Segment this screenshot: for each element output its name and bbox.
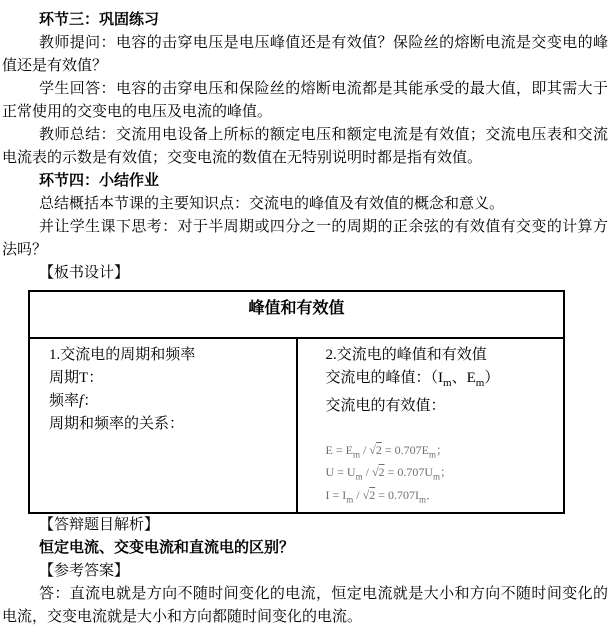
paragraph-lesson-summary: 总结概括本节课的主要知识点：交流电的峰值及有效值的概念和意义。 <box>39 196 505 212</box>
board-left-relation: 周期和频率的关系： <box>49 416 185 432</box>
board-left-frequency: 频率f： <box>49 393 99 409</box>
board-left-item1: 1.交流电的周期和频率 <box>49 347 196 363</box>
section-heading-part4: 环节四：小结作业 <box>39 173 160 189</box>
board-right-peak: 交流电的峰值：（$I_m$、$E_m$） <box>325 370 500 389</box>
table-content-row <box>29 338 564 513</box>
paragraph-teacher-question: 教师提问：电容的击穿电压是电压峰值还是有效值？保险丝的熔断电流是交变电的峰值还是有效值？ <box>2 35 608 74</box>
board-title-cell: 峰值和有效值 <box>29 291 564 338</box>
paragraph-reference-answer: 答：直流电就是方向不随时间变化的电流，恒定电流就是大小和方向不随时间变化的电流，交变电流就是大小和方向都随时间变化的电流。 <box>2 586 608 626</box>
board-left-period: 周期T： <box>49 370 104 386</box>
board-right-cell <box>297 338 565 513</box>
blackboard-design-table <box>28 290 565 514</box>
rms-formula-block <box>326 441 560 508</box>
board-right-rms-label: 交流电的有效值： <box>325 398 446 414</box>
board-left-cell <box>29 338 297 513</box>
table-header-row <box>29 291 564 338</box>
formula-emf: $E = E_m / √2 = 0.707E_m$； <box>325 443 449 460</box>
formula-voltage: $U = U_m / √2 = 0.707U_m$； <box>325 465 453 482</box>
label-reference-answer: 【参考答案】 <box>39 563 130 580</box>
paragraph-homework: 并让学生课下思考：对于半周期或四分之一的周期的正余弦的有效值有交变的计算方法吗？ <box>2 219 608 258</box>
formula-current: $I = I_m / √2 = 0.707I_m$． <box>325 487 438 505</box>
section-heading-part3: 环节三：巩固练习 <box>39 12 160 28</box>
label-board-design: 【板书设计】 <box>39 265 130 281</box>
board-right-item2: 2.交流电的峰值和有效值 <box>325 347 487 363</box>
paragraph-teacher-summary: 教师总结：交流用电设备上所标的额定电压和额定电流是有效值；交流电压表和交流电流表的示数是有效值；交变电流的数值在无特别说明时都是指有效值。 <box>2 127 608 166</box>
paragraph-defense-question: 恒定电流、交变电流和直流电的区别？ <box>39 540 295 557</box>
label-defense-analysis: 【答辩题目解析】 <box>39 517 160 534</box>
paragraph-student-answer: 学生回答：电容的击穿电压和保险丝的熔断电流都是其能承受的最大值，即其需大于正常使用的交变电的电压及电流的峰值。 <box>2 81 608 120</box>
